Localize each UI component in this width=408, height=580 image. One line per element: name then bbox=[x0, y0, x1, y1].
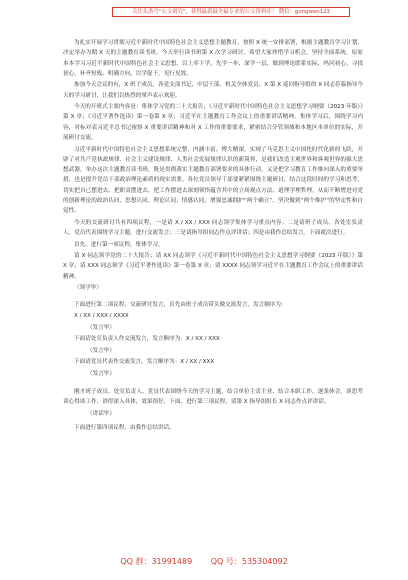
attendees-paragraph: 参加今天会议的有，X 班子成员，各党支部书记、中层干部、机关全体党员、X 第 X 巡回指导组的 X 同志莅临指导今天的学习研讨，让我们以热烈的掌声表示欢迎。 bbox=[63, 82, 363, 99]
stage-note: （讲话毕） bbox=[87, 410, 115, 417]
agenda-overview-paragraph: 今天的交流研讨共有四项议程，一是请 X / XX / XXX 同志领学集体学习重点内容；二是请班子成员、各处室负责人、党员代表围绕学习主题，进行交流发言；三是请指导组同志作点评讲话；四是由我作总结发言。下面就次进行。 bbox=[63, 219, 363, 237]
qq-group: QQ 群：31991489 bbox=[120, 557, 193, 566]
agenda-item-2b: 下面请处室负责人作交流发言，发言顺序为：X / XX / XXX bbox=[74, 336, 220, 343]
significance-paragraph: 习近平新时代中国特色社会主义思想系统完整、内涵丰富、博大精深，实现了马克思主义中国化时代化新的飞跃，开辟了对共产党执政规律、社会主义建设规律、人类社会发展规律认识的新境界，是我们改造主观世界和客观世界的强大思想武器，举办这次主题教育读书班，既是贯彻落实主题教育部署要求的具体行动，又是把学习教育工作推向深入的重要举措，也是提升党员干部政治理论素质的现实需要。各位党员领导干部要紧紧围绕主题研讨，结合这段时间的学习和思考，切实把自己摆进去、把职责摆进去、把工作摆进去深刻领悟蕴含其中的立场观点方法、道理学理哲理，从而不断增进对党的创新理论的政治认同、思想认同、理论认同、情感认同，增强忠诚拥护“两个确立”、坚决做到“两个维护”的坚定性和自觉性。 bbox=[63, 146, 363, 215]
document-body bbox=[63, 38, 363, 435]
promo-banner: 关注头条号"公文研究"，获得最新最全最专业的公文资料库！ 微信：gongwen123 bbox=[112, 7, 350, 17]
stage-note: （发言毕） bbox=[87, 347, 115, 354]
qq-number: QQ 号：535304092 bbox=[210, 557, 288, 566]
contact-footer bbox=[0, 557, 408, 567]
agenda-item-2c: 下面请党员代表作交流发言，发言顺序为：X / XX / XXX bbox=[74, 359, 215, 366]
intro-paragraph: 为扎实开展学习贯彻习近平新时代中国特色社会主义思想主题教育，按照 X 统一安排部署，根据主题教育学习计划，决定举办为期 X 天的主题教育读书班。今天举行读书班第 X 次学习研讨。希望大家珍惜学习机会，坚持全面系统、原原本本学习习近平新时代中国特色社会主义思想，以上率下学，先学一步、深学一层，做到理论联系实际，吗问初心、寻找初心、补齐短板、明确方向，以学促干，见行见效。 bbox=[63, 40, 363, 77]
agenda-item-1: 首先，进行第一项议程，集体学习。 bbox=[74, 241, 164, 248]
agenda-item-4: 下面进行第四项议程，由我作总结讲话。 bbox=[74, 425, 175, 432]
agenda-item-2: 下面进行第二项议程，交流研讨发言，首先由班子成员带头做交流发言，发言顺序为： bbox=[74, 301, 287, 308]
stage-note: （发言毕） bbox=[87, 370, 115, 377]
content-paragraph: 今天的开班式主要内容是：集体学习党的二十大报告；《习近平新时代中国特色社会主义思想学习纲要（2023 年版）》第 X 章；《习近平著作选读》第一卷第 X 章；习近平在主题教育工作会议上的重要讲话精神，集体学习后，围绕学习内容，对标对表习近平总书记视察 X 重要讲话精神和对 X 工作的重要要求，紧密结合分管领域和本地区本单位的实际，开展研讨交流。 bbox=[63, 104, 363, 142]
stage-note: （发言毕） bbox=[87, 324, 115, 331]
agenda-item-3: 刚才班子成员、处室负责人、党员代表围绕今天的学习主题，结合单位主责主业、结合本职工作，逐条体会，谈思考谈心得谈工作，讲得深入具体，效果很好，下面，进行第三项议程，请第 X 指导组组长 X 同志作点评讲话。 bbox=[63, 389, 363, 406]
stage-note: （领学毕） bbox=[74, 285, 102, 292]
agenda-item-1-detail: 请 X 同志领学党的二十大报告；请 XX 同志领学《习近平新时代中国特色社会主义思想学习纲要（2023 年版）》第 X 章；请 XXX 同志领学《习近平著作选读》第一卷第 X 章；请 XXXX 同志领学习近平在主题教育工作会议上的重要讲话精神。 bbox=[63, 253, 363, 280]
speaking-order: X / XX / XXX / XXXX bbox=[74, 313, 129, 320]
